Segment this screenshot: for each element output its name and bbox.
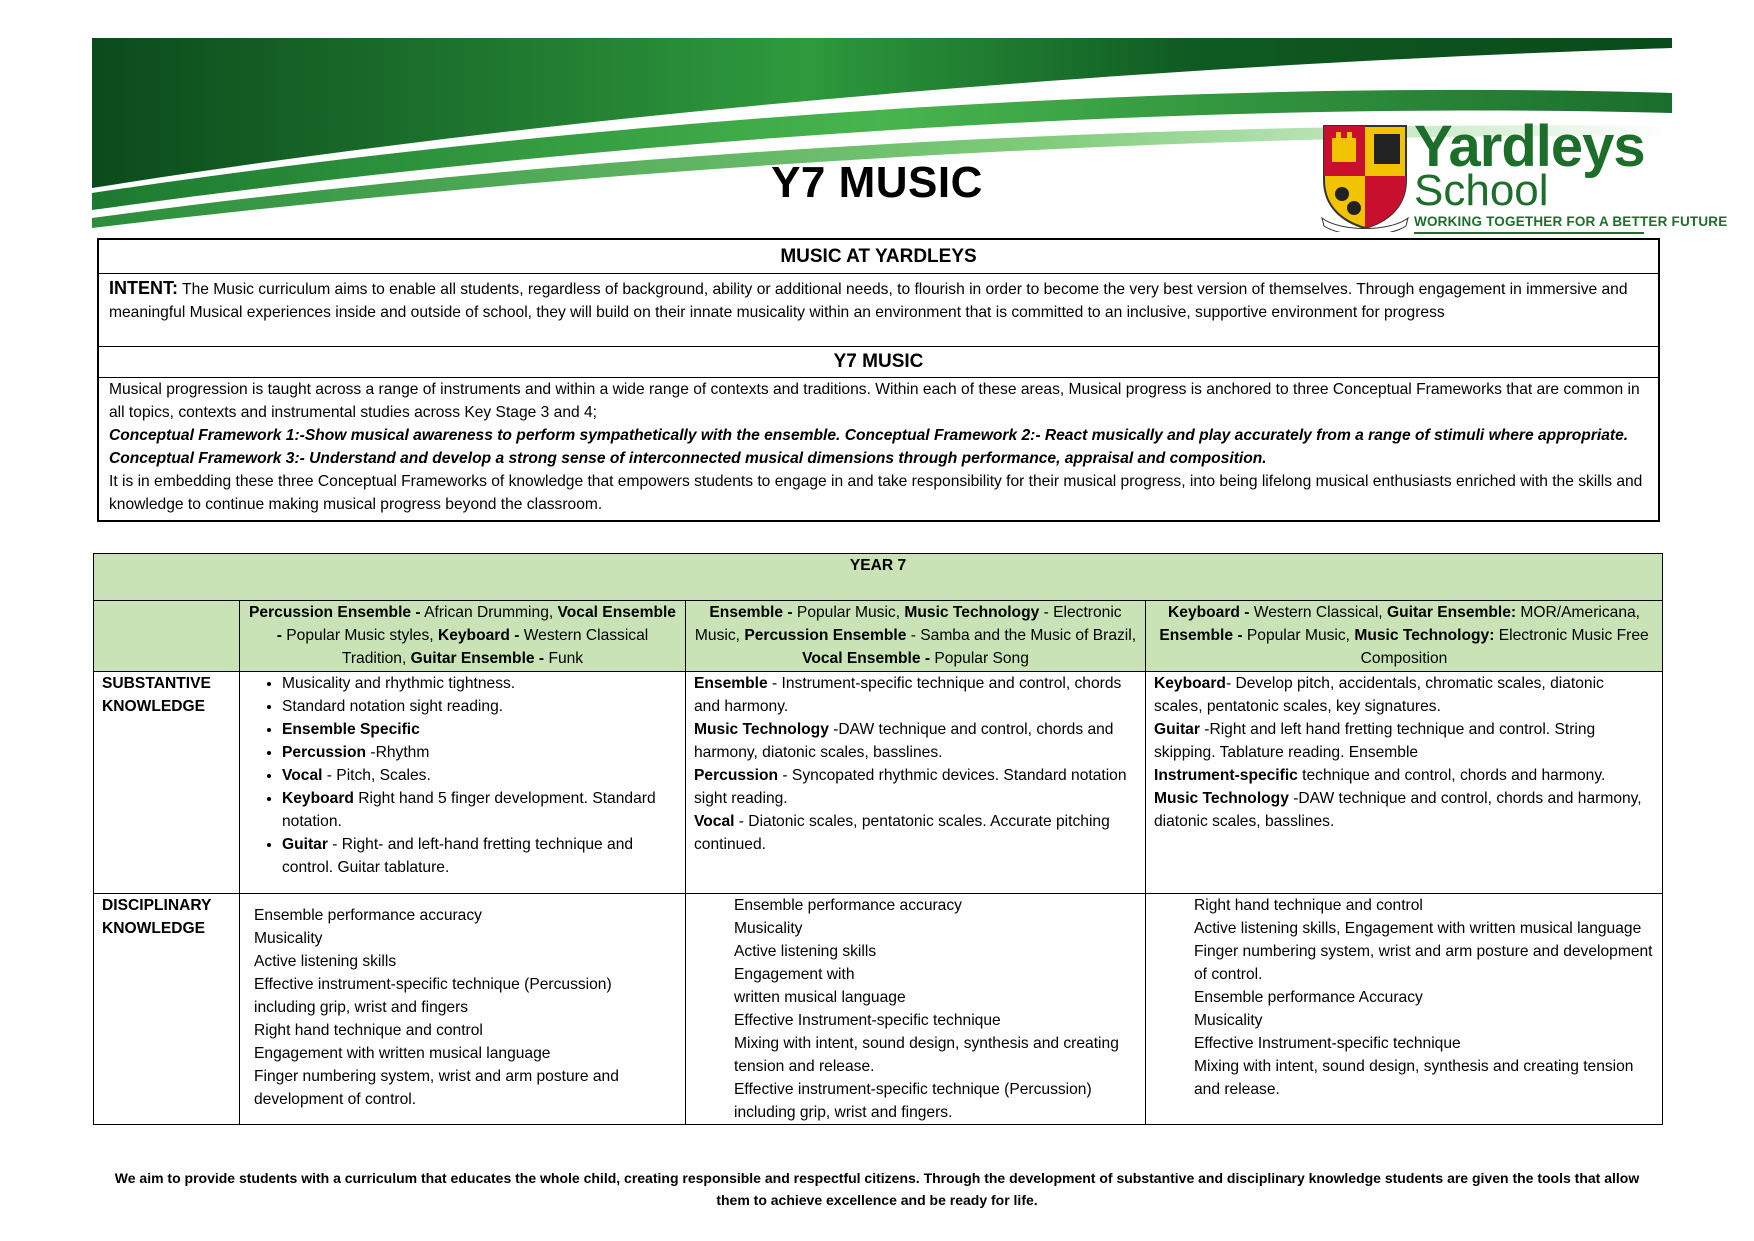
intent-label: INTENT:	[109, 278, 178, 298]
text-run: - Right- and left-hand fretting technique and control. Guitar tablature.	[282, 836, 634, 876]
text-run: -Rhythm	[366, 744, 430, 761]
text-run: -Right and left hand fretting technique and control. String skipping. Tablature reading. Ensemble	[1154, 721, 1596, 761]
bold-text: Guitar	[1154, 721, 1200, 738]
year-heading: YEAR 7	[94, 554, 1663, 601]
list-item: Active listening skills	[734, 943, 877, 960]
text-run: - Develop pitch, accidentals, chromatic scales, diatonic scales, pentatonic scales, key signatures.	[1154, 675, 1604, 715]
logo-tagline: WORKING TOGETHER FOR A BETTER FUTURE	[1414, 214, 1728, 229]
text-run: Electronic Music Free Composition	[1360, 627, 1649, 667]
text-run: Popular Music,	[792, 604, 905, 621]
list-item: Ensemble performance accuracy	[734, 897, 962, 914]
list-item: Right hand technique and control	[1194, 897, 1423, 914]
text-run: - Diatonic scales, pentatonic scales. Accurate pitching continued.	[694, 813, 1110, 853]
text-run: African Drumming,	[420, 604, 558, 621]
list-item	[282, 741, 677, 764]
bold-text: Music Technology	[904, 604, 1040, 621]
substantive-col-1	[240, 672, 686, 894]
logo-name: Yardleys	[1414, 114, 1645, 179]
text-run: Western Classical,	[1249, 604, 1387, 621]
topic-term-1	[240, 601, 686, 672]
text-run: Right hand 5 finger development. Standard notation.	[282, 790, 656, 830]
substantive-col-2	[686, 672, 1146, 894]
text-run: MOR/Americana,	[1516, 604, 1641, 621]
bold-text: Guitar Ensemble:	[1386, 604, 1517, 621]
topic-term-2	[686, 601, 1146, 672]
bold-text: Keyboard -	[1168, 604, 1250, 621]
list-item: Engagement with written musical language	[254, 1045, 551, 1062]
list-item: Right hand technique and control	[254, 1022, 483, 1039]
bold-text: Music Technology:	[1354, 627, 1495, 644]
text-run: - Samba and the Music of Brazil,	[906, 627, 1137, 644]
list-item: Musicality	[1194, 1012, 1263, 1029]
list-item: Active listening skills, Engagement with written musical language	[1194, 920, 1642, 937]
y7-paragraph-2: It is in embedding these three Conceptual Frameworks of knowledge that empowers students to engage in and take responsibility for their musical progress, into being lifelong musical enthusiasts enriched with the skills and knowledge to continue making musical progress beyond the classroom.	[109, 473, 1643, 513]
paragraph	[1154, 672, 1654, 718]
intent-section	[99, 274, 1658, 347]
list-item: written musical language	[734, 989, 906, 1006]
topic-corner-cell	[94, 601, 240, 672]
logo-underline	[1414, 232, 1644, 234]
list-item: Mixing with intent, sound design, synthesis and creating tension and release.	[1194, 1058, 1634, 1098]
topic-term-3	[1146, 601, 1663, 672]
list-item: Finger numbering system, wrist and arm posture and development of control.	[1194, 943, 1653, 983]
substantive-col-3	[1146, 672, 1663, 894]
text-run: Funk	[544, 650, 584, 667]
text-run: -DAW technique and control, chords and harmony, diatonic scales, basslines.	[1154, 790, 1642, 830]
text-run: - Electronic Music,	[694, 604, 1122, 644]
list-item: Ensemble performance Accuracy	[1194, 989, 1423, 1006]
text-run: -DAW technique and control, chords and harmony, diatonic scales, basslines.	[694, 721, 1114, 761]
bold-text: Percussion Ensemble	[744, 627, 907, 644]
y7-heading: Y7 MUSIC	[99, 347, 1658, 378]
list-item	[282, 672, 677, 695]
paragraph	[694, 672, 1137, 718]
page-title: Y7 MUSIC	[771, 158, 983, 207]
conceptual-frameworks: Conceptual Framework 1:-Show musical awareness to perform sympathetically with the ensemble. Conceptual Framework 2:- React musically and play accurately from a range of stimuli where appropriate. Conceptual Framework 3:- Understand and develop a strong sense of interconnected musical dimensions through performance, appraisal and composition.	[109, 427, 1629, 467]
list-item	[282, 787, 677, 833]
school-crest-icon	[1320, 120, 1410, 232]
paragraph	[694, 810, 1137, 856]
list-item: Ensemble performance accuracy	[254, 907, 482, 924]
y7-description	[99, 378, 1658, 516]
text-run: technique and control, chords and harmony.	[1297, 767, 1606, 784]
y7-paragraph-1: Musical progression is taught across a range of instruments and within a wide range of contexts and traditions. Within each of these areas, Musical progress is anchored to three Conceptual Frameworks that are common in all topics, contexts and instrumental studies across Key Stage 3 and 4;	[109, 381, 1640, 421]
footer-statement: We aim to provide students with a curriculum that educates the whole child, creating responsible and respectful citizens. Through the development of substantive and disciplinary knowledge students are given the tools that allow them to achieve excellence and be ready for life.	[114, 1170, 1640, 1208]
list-item: Effective Instrument-specific technique	[1194, 1035, 1461, 1052]
bold-text: Ensemble -	[709, 604, 793, 621]
bold-text: Keyboard -	[437, 627, 520, 644]
text-run: - Instrument-specific technique and control, chords and harmony.	[694, 675, 1122, 715]
bold-text: Guitar	[282, 836, 328, 853]
list-item	[282, 833, 677, 879]
text-run: Popular Song	[930, 650, 1029, 667]
disciplinary-col-3	[1146, 894, 1663, 1125]
school-logo	[1320, 114, 1728, 240]
list-item: Engagement with	[734, 966, 855, 983]
logo-subname: School	[1414, 166, 1549, 215]
bold-text: Keyboard	[282, 790, 354, 807]
disciplinary-label: DISCIPLINARY KNOWLEDGE	[94, 894, 240, 1125]
substantive-list-1	[248, 672, 677, 879]
bold-text: Vocal	[282, 767, 323, 784]
list-item: Mixing with intent, sound design, synthesis and creating tension and release.	[734, 1035, 1119, 1075]
bold-text: Music Technology	[1154, 790, 1289, 807]
bold-text: Ensemble -	[1159, 627, 1243, 644]
paragraph	[1154, 787, 1654, 833]
list-item: Musicality	[734, 920, 803, 937]
bold-text: Percussion Ensemble -	[249, 604, 421, 621]
list-item: Musicality	[254, 930, 323, 947]
intent-text: The Music curriculum aims to enable all students, regardless of background, ability or additional needs, to flourish in order to become the very best version of themselves. Through engagement in immersive and meaningful Musical experiences inside and outside of school, they will build on their innate musicality within an environment that is committed to an inclusive, supportive environment for progress	[109, 281, 1628, 321]
paragraph	[694, 764, 1137, 810]
bold-text: Ensemble	[694, 675, 768, 692]
bold-text: Music Technology	[694, 721, 829, 738]
intro-heading: MUSIC AT YARDLEYS	[99, 240, 1658, 274]
list-item	[282, 718, 677, 741]
paragraph	[1154, 764, 1654, 787]
bold-text: Percussion	[282, 744, 367, 761]
paragraph	[1154, 718, 1654, 764]
list-item: Effective instrument-specific technique (Percussion) including grip, wrist and fingers.	[734, 1081, 1092, 1121]
list-item	[282, 764, 677, 787]
list-item	[282, 695, 677, 718]
substantive-label: SUBSTANTIVE KNOWLEDGE	[94, 672, 240, 894]
list-item: Active listening skills	[254, 953, 397, 970]
text-run: - Syncopated rhythmic devices. Standard notation sight reading.	[694, 767, 1127, 807]
text-run: Popular Music styles,	[281, 627, 438, 644]
text-run: Standard notation sight reading.	[282, 698, 504, 715]
list-item: Effective instrument-specific technique (Percussion) including grip, wrist and fingers	[254, 976, 612, 1016]
paragraph	[694, 718, 1137, 764]
curriculum-table	[93, 553, 1663, 1125]
disciplinary-col-2	[686, 894, 1146, 1125]
bold-text: Vocal	[694, 813, 735, 830]
intro-box	[97, 238, 1660, 522]
text-run: Popular Music,	[1242, 627, 1355, 644]
bold-text: Vocal Ensemble -	[802, 650, 931, 667]
text-run: Musicality and rhythmic tightness.	[282, 675, 516, 692]
text-run: Western Classical Tradition,	[341, 627, 649, 667]
bold-text: Ensemble Specific	[282, 721, 420, 738]
bold-text: Guitar Ensemble -	[410, 650, 545, 667]
list-item: Effective Instrument-specific technique	[734, 1012, 1001, 1029]
text-run: - Pitch, Scales.	[322, 767, 431, 784]
bold-text: Instrument-specific	[1154, 767, 1298, 784]
bold-text: Keyboard	[1154, 675, 1226, 692]
bold-text: Percussion	[694, 767, 779, 784]
bold-text: Vocal Ensemble -	[276, 604, 676, 644]
list-item: Finger numbering system, wrist and arm posture and development of control.	[254, 1068, 619, 1108]
disciplinary-col-1	[240, 894, 686, 1125]
